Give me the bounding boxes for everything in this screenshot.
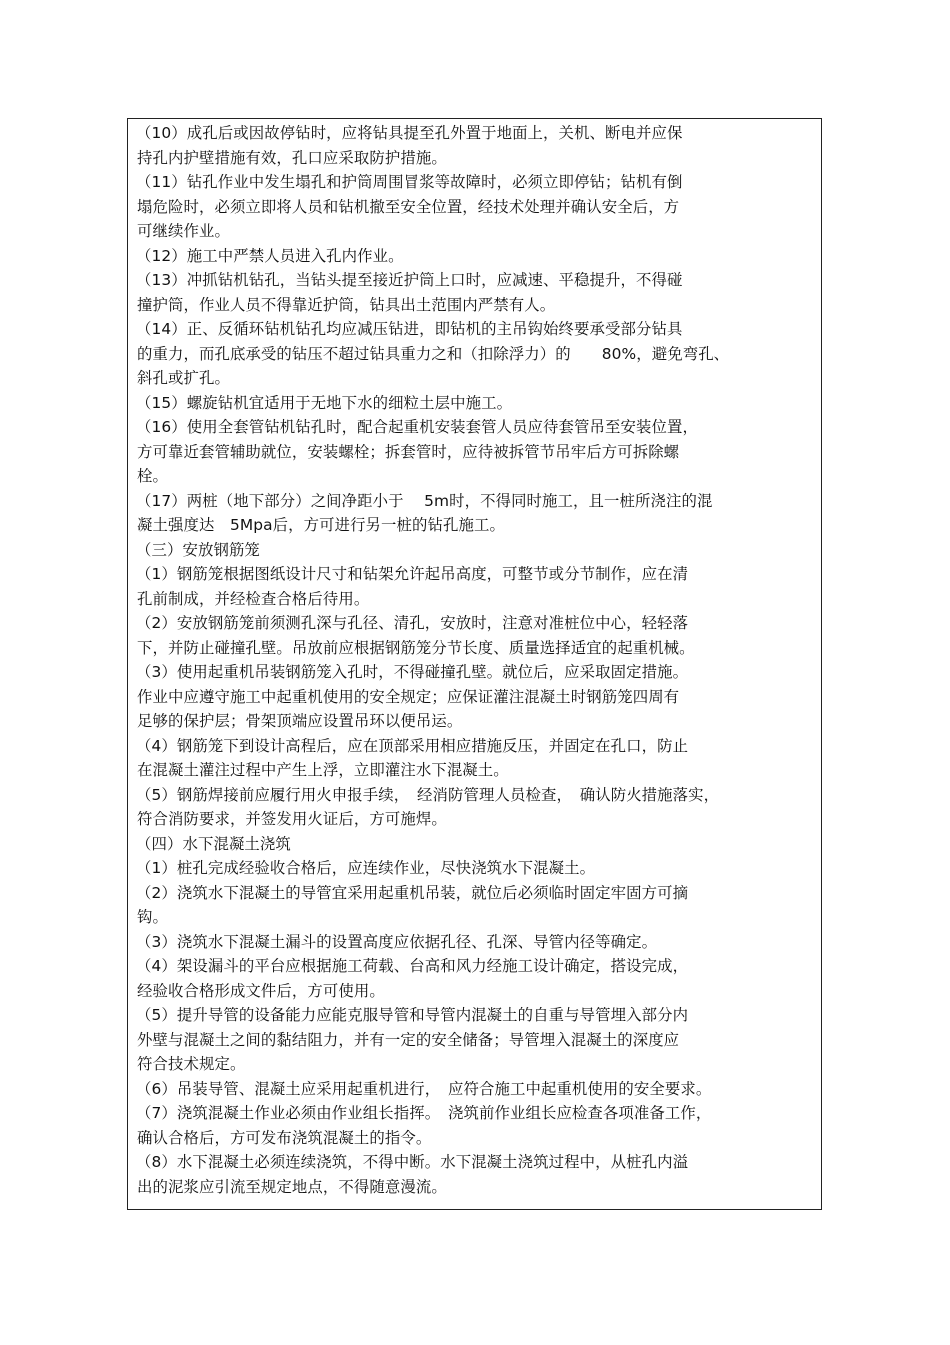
text-line: 经验收合格形成文件后，方可使用。: [137, 981, 385, 1000]
text-line: （7）浇筑混凝土作业必须由作业组长指挥。 浇筑前作业组长应检查各项准备工作，: [136, 1104, 712, 1122]
text-line: （5）提升导管的设备能力应能克服导管和导管内混凝土的自重与导管埋入部分内: [136, 1006, 689, 1024]
text-line: （1）钢筋笼根据图纸设计尺寸和钻架允许起吊高度，可整节或分节制作，应在清: [136, 565, 689, 583]
text-line: 栓。: [137, 467, 168, 485]
text-line: 出的泥浆应引流至规定地点，不得随意漫流。: [137, 1177, 447, 1196]
text-line: 的重力，而孔底承受的钻压不超过钻具重力之和（扣除浮力）的 80%，避免弯孔、: [137, 344, 730, 363]
text-line: 塌危险时，必须立即将人员和钻机撤至安全位置，经技术处理并确认安全后，方: [137, 197, 680, 216]
document-body: [128, 119, 821, 1199]
text-line: 凝土强度达 5Mpa后，方可进行另一桩的钻孔施工。: [137, 516, 505, 534]
text-line: 可继续作业。: [137, 222, 230, 240]
text-line: （14）正、反循环钻机钻孔均应减压钻进，即钻机的主吊钩始终要承受部分钻具: [136, 320, 683, 338]
text-line: （3）使用起重机吊装钢筋笼入孔时，不得碰撞孔壁。就位后，应采取固定措施。: [136, 663, 689, 681]
text-line: （2）安放钢筋笼前须测孔深与孔径、清孔，安放时，注意对准桩位中心，轻轻落: [136, 614, 689, 632]
text-line: （8）水下混凝土必须连续浇筑，不得中断。水下混凝土浇筑过程中，从桩孔内溢: [136, 1153, 689, 1171]
document-table-cell: [127, 118, 822, 1210]
text-line: （17）两桩（地下部分）之间净距小于 5m时，不得同时施工，且一桩所浇注的混: [136, 491, 713, 510]
text-line: 孔前制成，并经检查合格后待用。: [137, 589, 370, 608]
text-line: 方可靠近套管辅助就位，安装螺栓；拆套管时，应待被拆管节吊牢后方可拆除螺: [137, 442, 680, 461]
text-line: （3）浇筑水下混凝土漏斗的设置高度应依据孔径、孔深、导管内径等确定。: [136, 932, 658, 951]
text-line: 钩。: [137, 908, 168, 926]
text-line: 作业中应遵守施工中起重机使用的安全规定；应保证灌注混凝土时钢筋笼四周有: [137, 687, 680, 706]
text-line: （2）浇筑水下混凝土的导管宜采用起重机吊装，就位后必须临时固定牢固方可摘: [136, 883, 689, 902]
text-line: （6）吊装导管、混凝土应采用起重机进行， 应符合施工中起重机使用的安全要求。: [136, 1079, 712, 1098]
text-line: （5）钢筋焊接前应履行用火申报手续， 经消防管理人员检查， 确认防火措施落实，: [136, 785, 720, 804]
text-line: 符合消防要求，并签发用火证后，方可施焊。: [137, 810, 447, 828]
text-line: 持孔内护壁措施有效，孔口应采取防护措施。: [137, 148, 447, 167]
text-line: （16）使用全套管钻机钻孔时，配合起重机安装套管人员应待套管吊至安装位置，: [136, 418, 698, 436]
text-line: 撞护筒，作业人员不得靠近护筒，钻具出土范围内严禁有人。: [137, 295, 556, 314]
section-heading: （三）安放钢筋笼: [136, 540, 260, 559]
text-line: （10）成孔后或因故停钻时，应将钻具提至孔外置于地面上，关机、断电并应保: [136, 124, 683, 142]
text-line: （13）冲抓钻机钻孔，当钻头提至接近护筒上口时，应减速、平稳提升，不得碰: [136, 271, 683, 289]
text-line: （1）桩孔完成经验收合格后，应连续作业，尽快浇筑水下混凝土。: [136, 859, 596, 877]
text-line: 斜孔或扩孔。: [137, 369, 230, 387]
text-line: 符合技术规定。: [137, 1055, 246, 1073]
text-line: 外壁与混凝土之间的黏结阻力，并有一定的安全储备；导管埋入混凝土的深度应: [137, 1030, 680, 1049]
text-line: （4）架设漏斗的平台应根据施工荷载、台高和风力经施工设计确定，搭设完成，: [136, 957, 689, 975]
text-line: （11）钻孔作业中发生塌孔和护筒周围冒浆等故障时，必须立即停钻；钻机有倒: [136, 173, 683, 191]
text-line: （15）螺旋钻机宜适用于无地下水的细粒土层中施工。: [136, 393, 513, 412]
text-line: 在混凝土灌注过程中产生上浮，立即灌注水下混凝土。: [137, 761, 509, 779]
text-line: （12）施工中严禁人员进入孔内作业。: [136, 246, 404, 265]
text-line: （4）钢筋笼下到设计高程后，应在顶部采用相应措施反压，并固定在孔口，防止: [136, 736, 689, 755]
section-heading: （四）水下混凝土浇筑: [136, 834, 291, 853]
text-line: 确认合格后，方可发布浇筑混凝土的指令。: [137, 1128, 432, 1147]
text-line: 足够的保护层；骨架顶端应设置吊环以便吊运。: [137, 712, 463, 730]
text-line: 下，并防止碰撞孔壁。吊放前应根据钢筋笼分节长度、质量选择适宜的起重机械。: [137, 638, 695, 657]
